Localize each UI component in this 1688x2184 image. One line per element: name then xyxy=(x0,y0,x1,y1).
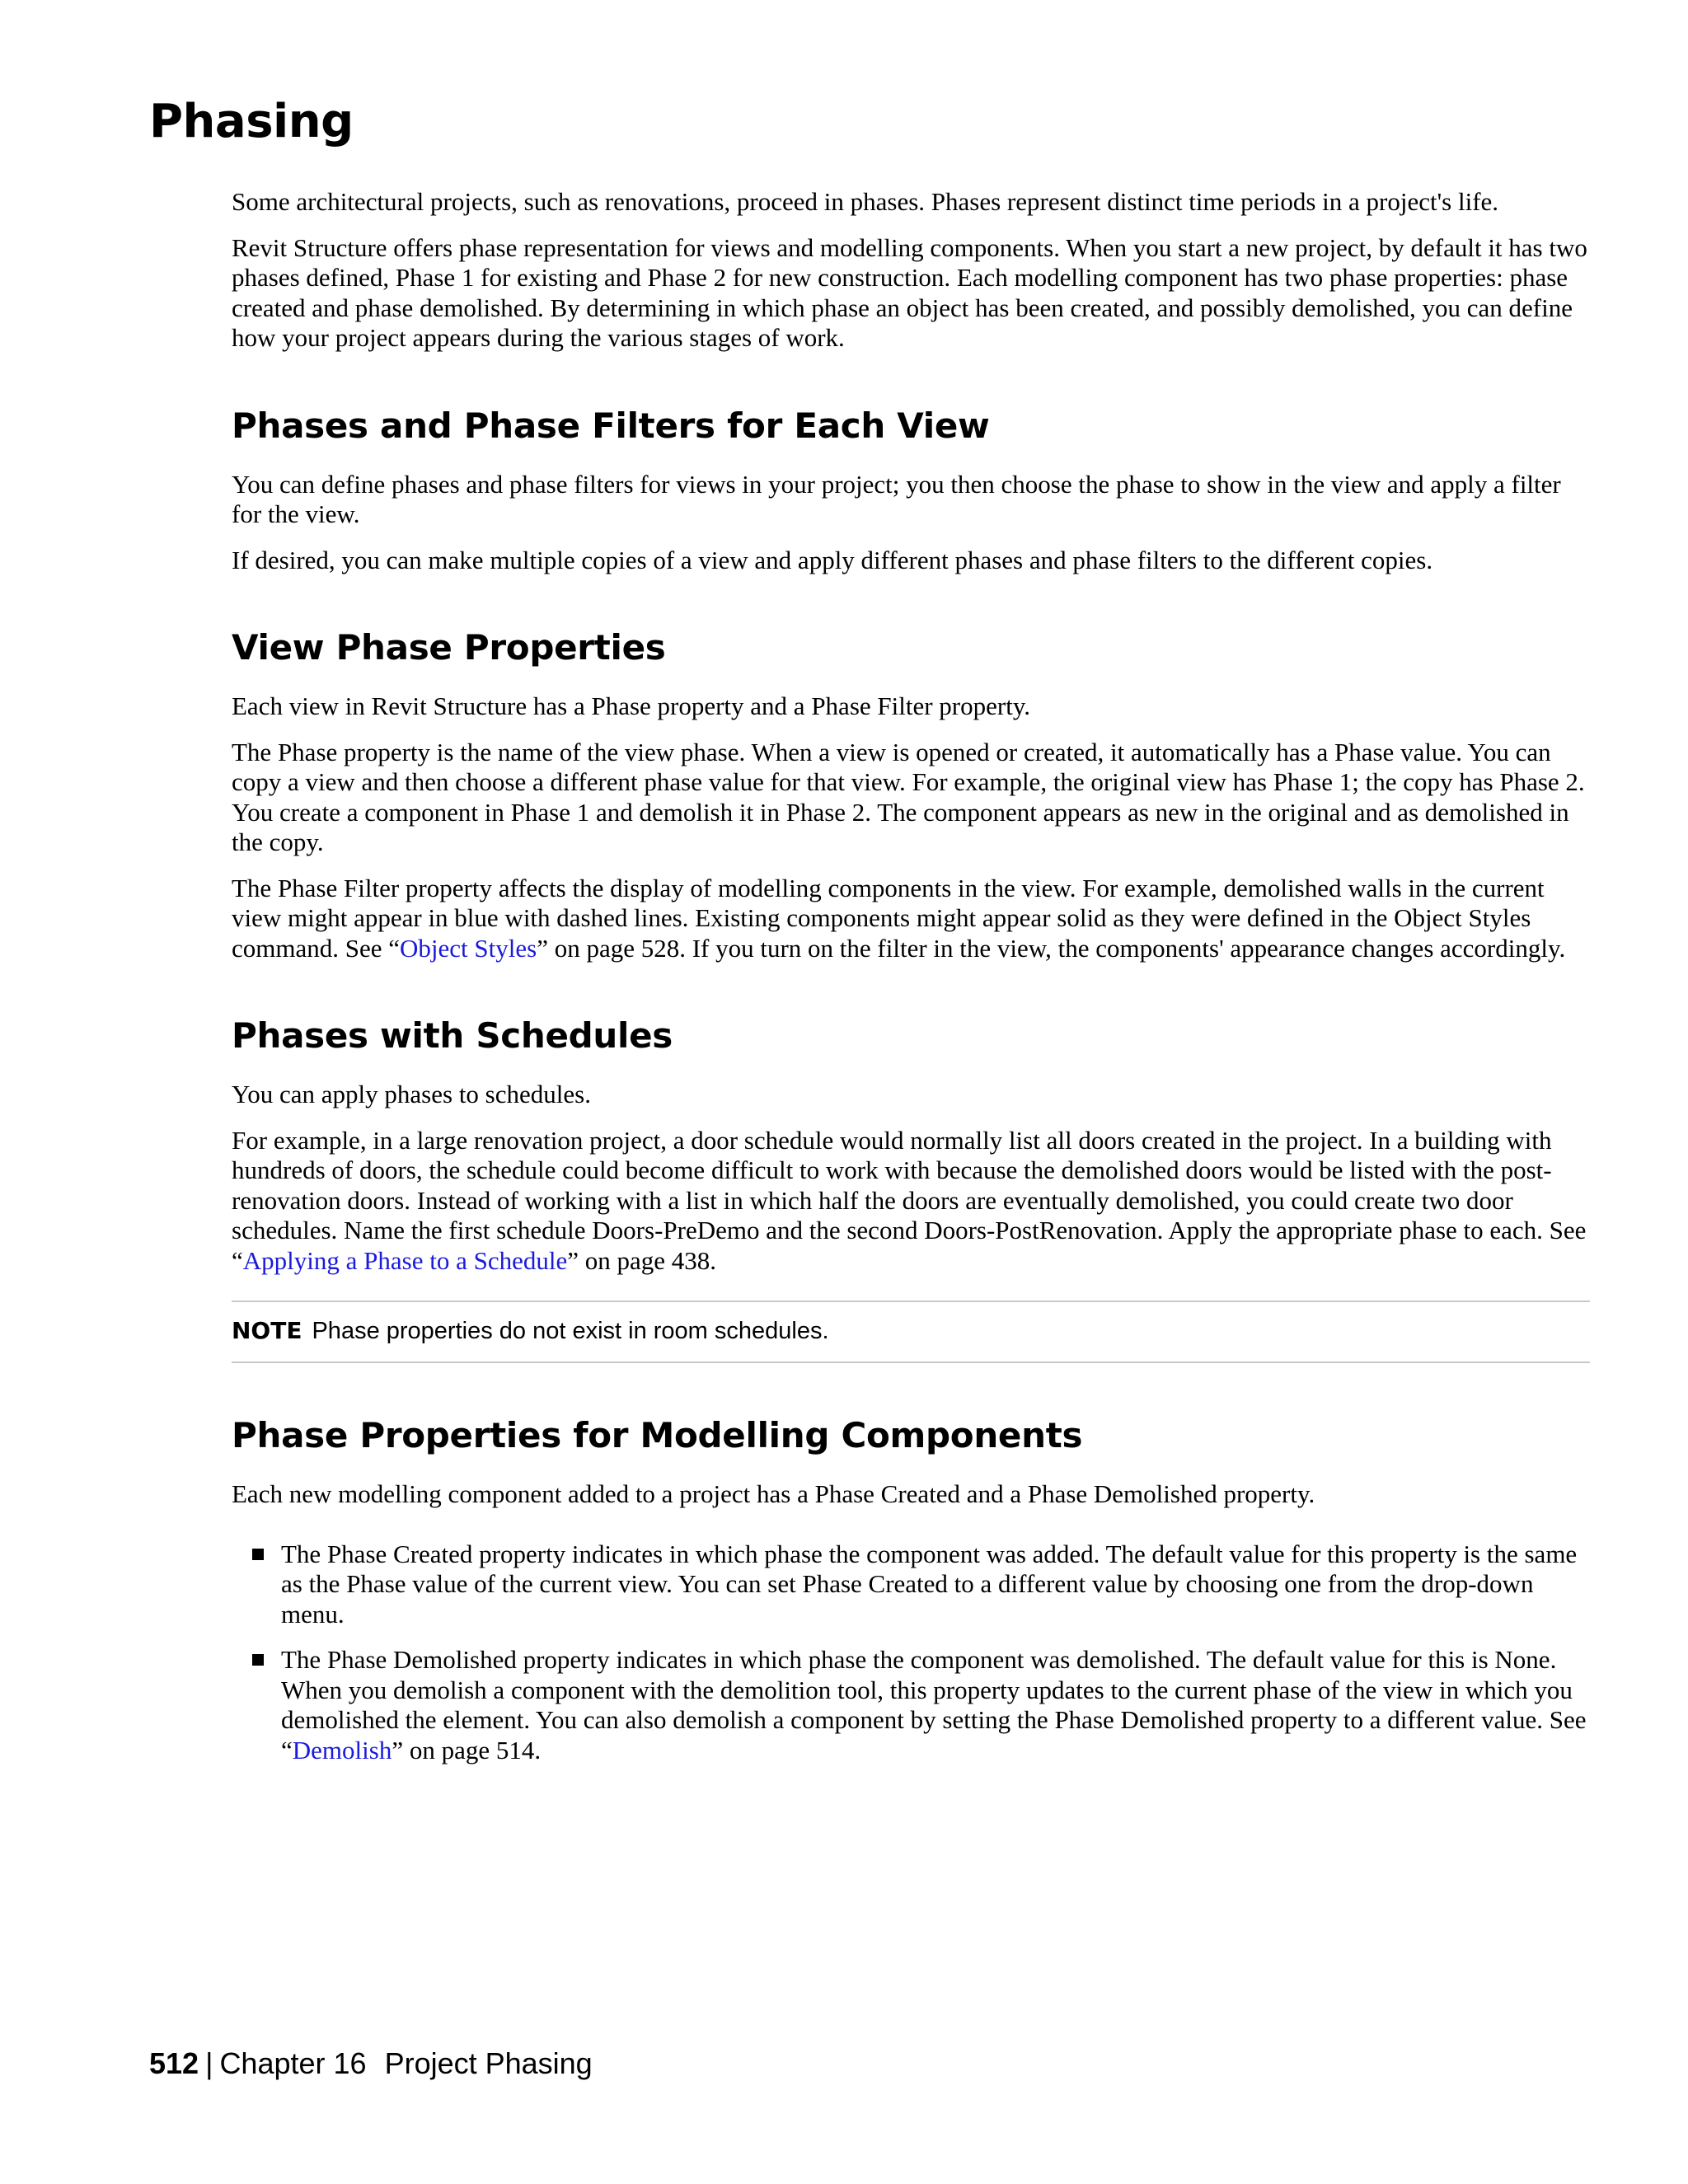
chapter-title: Project Phasing xyxy=(384,2046,593,2080)
paragraph-text: ” on page 528. If you turn on the filter in the view, the components' appearance changes accordingly. xyxy=(537,933,1566,963)
square-bullet-icon xyxy=(252,1654,264,1666)
paragraph-text: ” on page 438. xyxy=(567,1245,716,1275)
object-styles-link[interactable]: Object Styles xyxy=(400,933,537,963)
filters-paragraph-1: You can define phases and phase filters for views in your project; you then choose the phase to show in the view and apply a filter for the view. xyxy=(232,469,1561,528)
note-box xyxy=(232,1301,1590,1363)
components-paragraph-1: Each new modelling component added to a project has a Phase Created and a Phase Demolished property. xyxy=(232,1479,1315,1508)
schedules-paragraph-1: You can apply phases to schedules. xyxy=(232,1080,591,1108)
section-heading-filters: Phases and Phase Filters for Each View xyxy=(232,405,990,446)
note-label: NOTE xyxy=(232,1317,302,1344)
paragraph-text: The Phase Filter property affects the display of modelling components in the view. For example, demolished walls in the current view might appear in blue with dashed lines. Existing components might appear solid as they were defined in the Object Styles command. See “ xyxy=(232,873,1545,963)
demolish-link[interactable]: Demolish xyxy=(292,1735,392,1765)
section-heading-view-properties: View Phase Properties xyxy=(232,627,666,668)
square-bullet-icon xyxy=(252,1549,264,1560)
page-number: 512 xyxy=(149,2046,199,2080)
section-heading-schedules: Phases with Schedules xyxy=(232,1015,673,1056)
paragraph-text: For example, in a large renovation project, a door schedule would normally list all doors created in the project. In a building with hundreds of doors, the schedule could become difficult to work with because the demolished doors would be listed with the post-renovation doors. Instead of working with a list in which half the doors are eventually demolished, you could create two door schedules. Name the first schedule Doors-PreDemo and the second Doors-PostRenovation. Apply the appropriate phase to each. See “ xyxy=(232,1125,1587,1275)
view-properties-paragraph-2: The Phase property is the name of the view phase. When a view is opened or created, it automatically has a Phase value. You can copy a view and then choose a different phase value for that view. For example, the original view has Phase 1; the copy has Phase 2. You create a component in Phase 1 and demolish it in Phase 2. The component appears as new in the original and as demolished in the copy. xyxy=(232,737,1585,856)
list-item xyxy=(281,1645,1590,1765)
list-item-text: The Phase Demolished property indicates in which phase the component was demolished. The default value for this is None. When you demolish a component with the demolition tool, this property updates to the current phase of the view in which you demolished the element. You can also demolish a component by setting the Phase Demolished property to a different value. See “ xyxy=(281,1645,1587,1765)
filters-paragraph-2: If desired, you can make multiple copies of a view and apply different phases and phase filters to the different copies. xyxy=(232,545,1433,574)
note-text: Phase properties do not exist in room schedules. xyxy=(312,1318,829,1344)
view-properties-paragraph-1: Each view in Revit Structure has a Phase property and a Phase Filter property. xyxy=(232,691,1031,720)
footer-separator: | xyxy=(205,2046,213,2080)
list-item xyxy=(281,1540,1590,1630)
page-footer xyxy=(149,2046,593,2082)
view-properties-paragraph-3 xyxy=(232,874,1590,964)
list-item-text: The Phase Created property indicates in which phase the component was added. The default value for this property is the same as the Phase value of the current view. You can set Phase Created to a different value by choosing one from the drop-down menu. xyxy=(281,1539,1578,1629)
page-title: Phasing xyxy=(149,95,354,148)
list-item-text: ” on page 514. xyxy=(392,1735,542,1765)
bullet-list xyxy=(232,1540,1590,1766)
chapter-label: Chapter 16 xyxy=(219,2046,367,2080)
main-content xyxy=(232,187,1590,1781)
section-heading-components: Phase Properties for Modelling Components xyxy=(232,1415,1083,1455)
schedules-paragraph-2 xyxy=(232,1126,1590,1277)
intro-paragraph-1: Some architectural projects, such as renovations, proceed in phases. Phases represent distinct time periods in a project's life. xyxy=(232,187,1499,216)
applying-phase-schedule-link[interactable]: Applying a Phase to a Schedule xyxy=(242,1245,568,1275)
intro-paragraph-2: Revit Structure offers phase representation for views and modelling components. When you start a new project, by default it has two phases defined, Phase 1 for existing and Phase 2 for new construction. Each modelling component has two phase properties: phase created and phase demolished. By determining in which phase an object has been created, and possibly demolished, you can define how your project appears during the various stages of work. xyxy=(232,232,1587,352)
